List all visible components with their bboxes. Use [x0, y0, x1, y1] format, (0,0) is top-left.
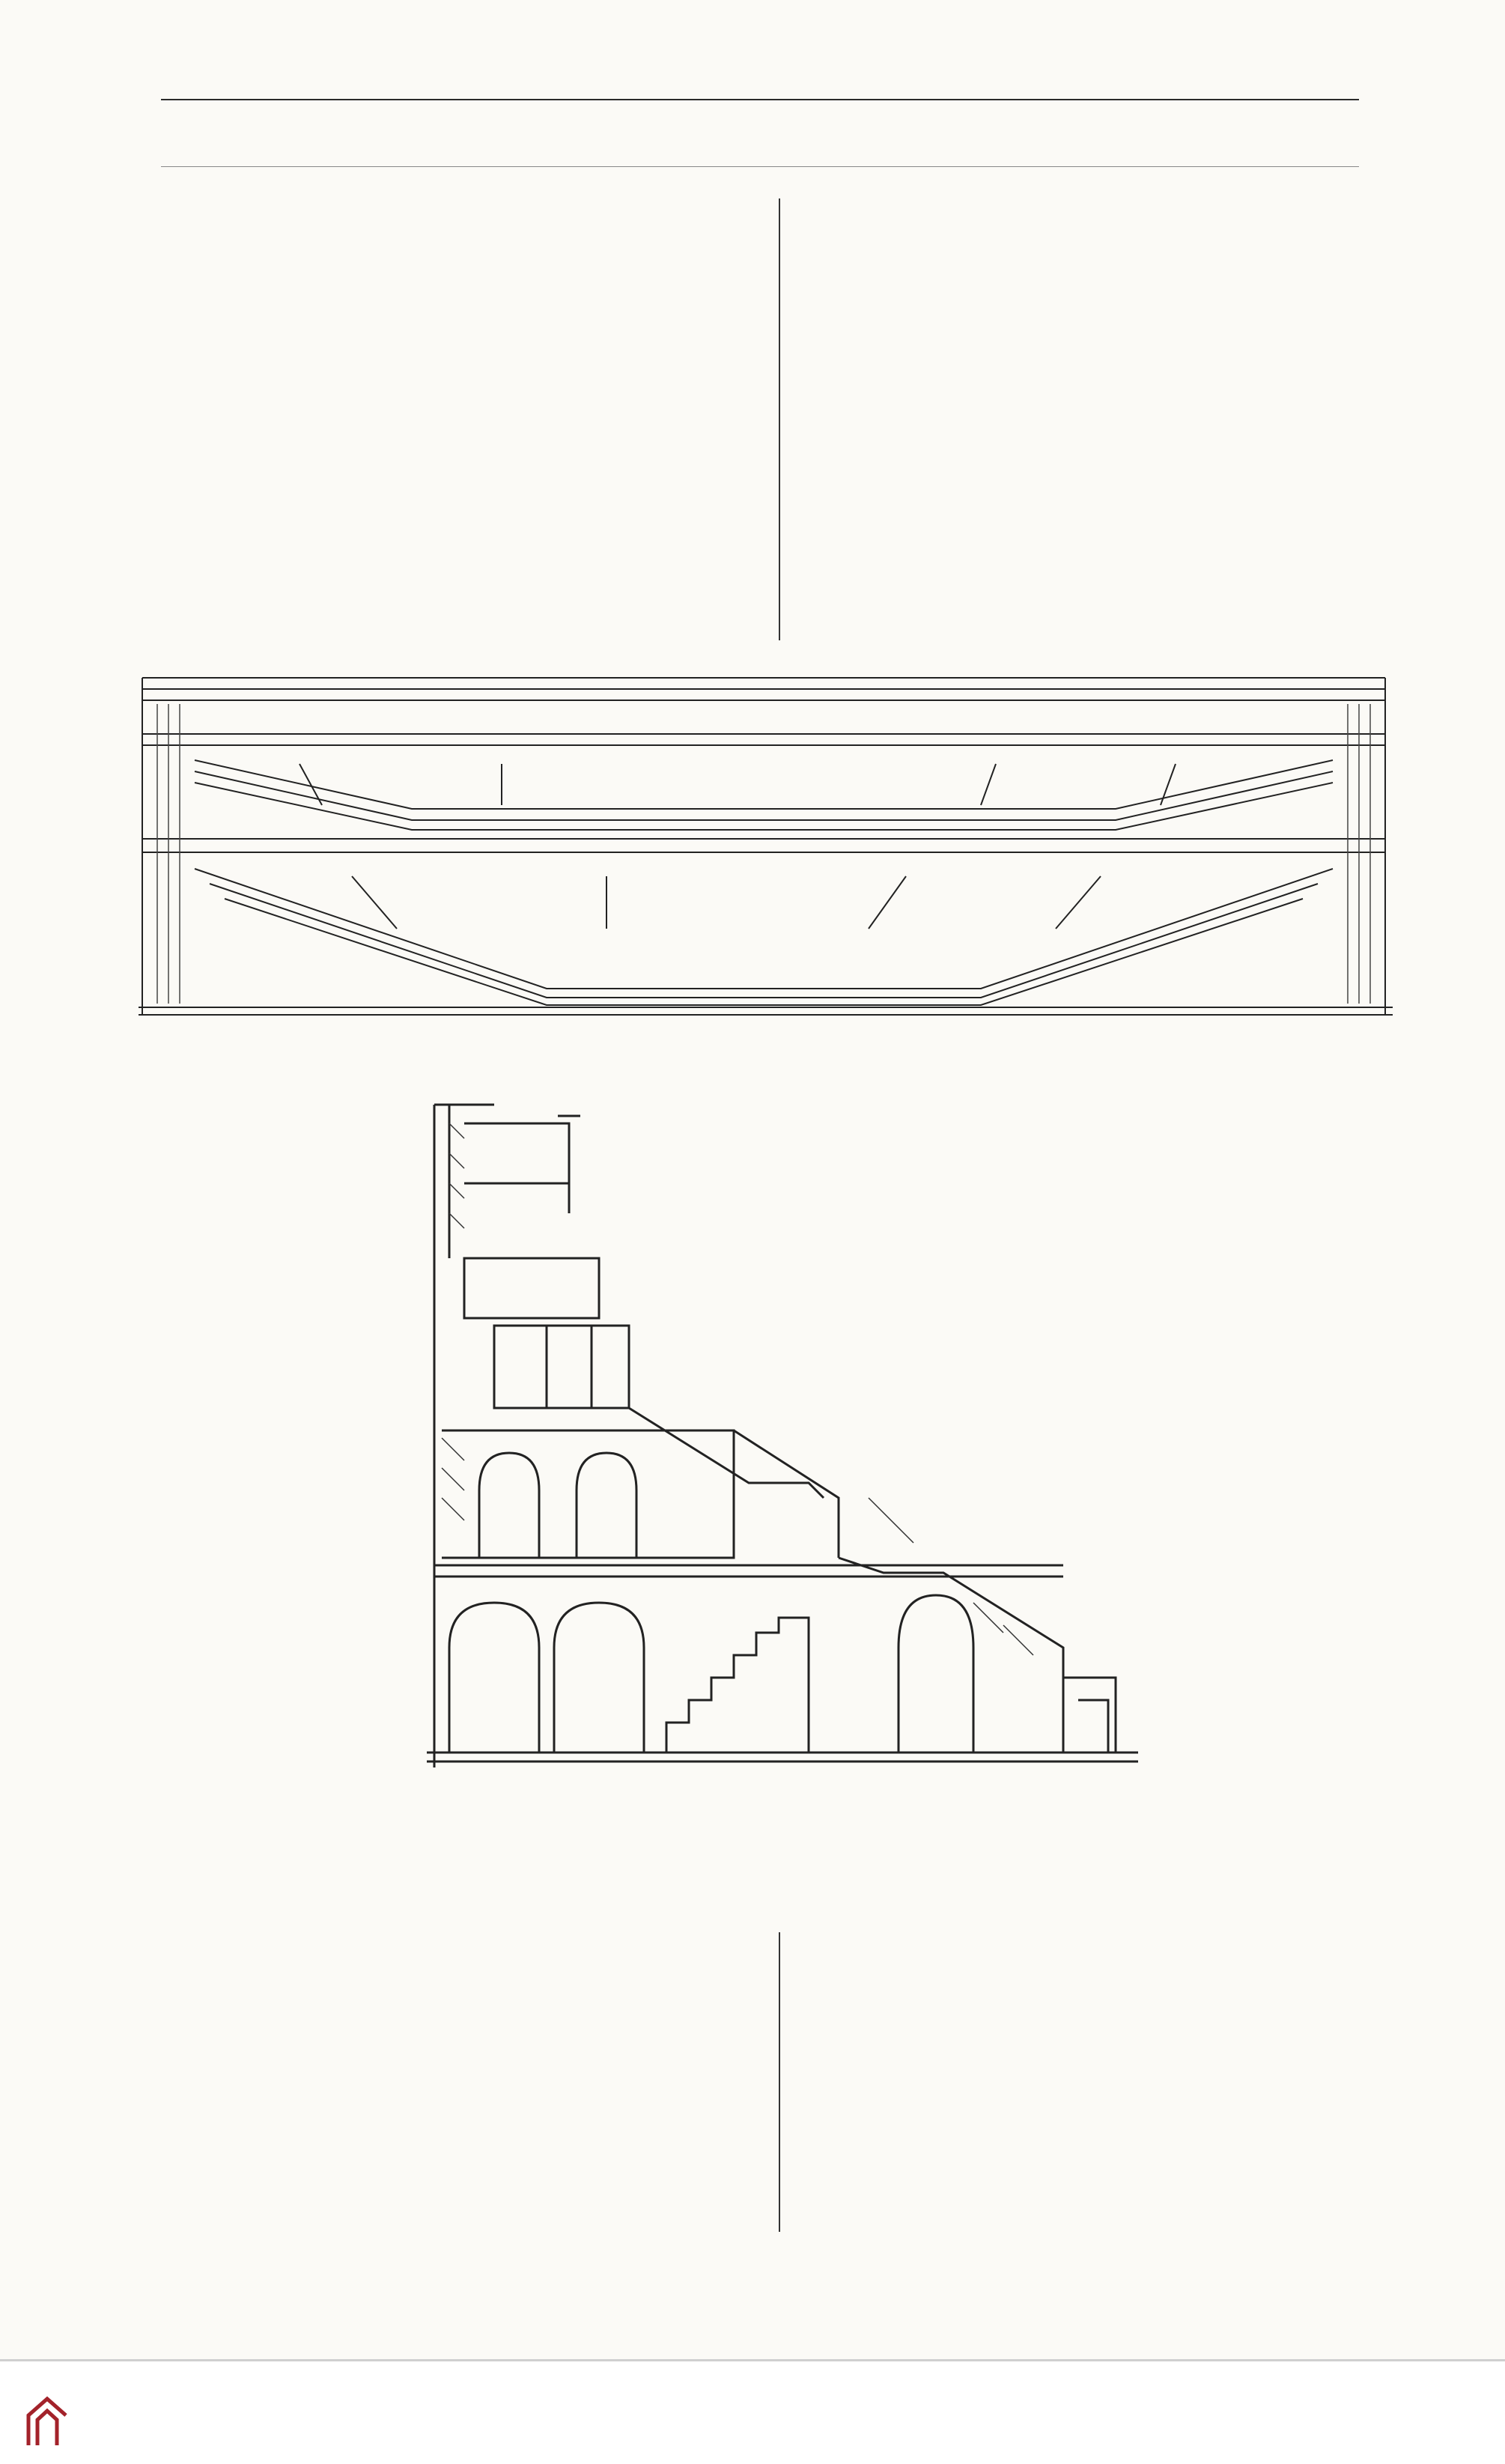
column-divider [779, 198, 780, 640]
library-logo-icon [21, 2393, 75, 2453]
elevation-figure [419, 1078, 1161, 1790]
seat-tiers [195, 760, 1333, 1005]
header-rule [161, 166, 1359, 167]
hatched-walls [157, 704, 1370, 1004]
explanation-divider [779, 1932, 780, 2232]
section-outline [139, 678, 1393, 1015]
longitudinal-section-figure [127, 659, 1400, 1019]
top-rule [161, 99, 1359, 100]
library-footer [0, 2359, 1505, 2464]
elevation-structure [427, 1105, 1138, 1767]
